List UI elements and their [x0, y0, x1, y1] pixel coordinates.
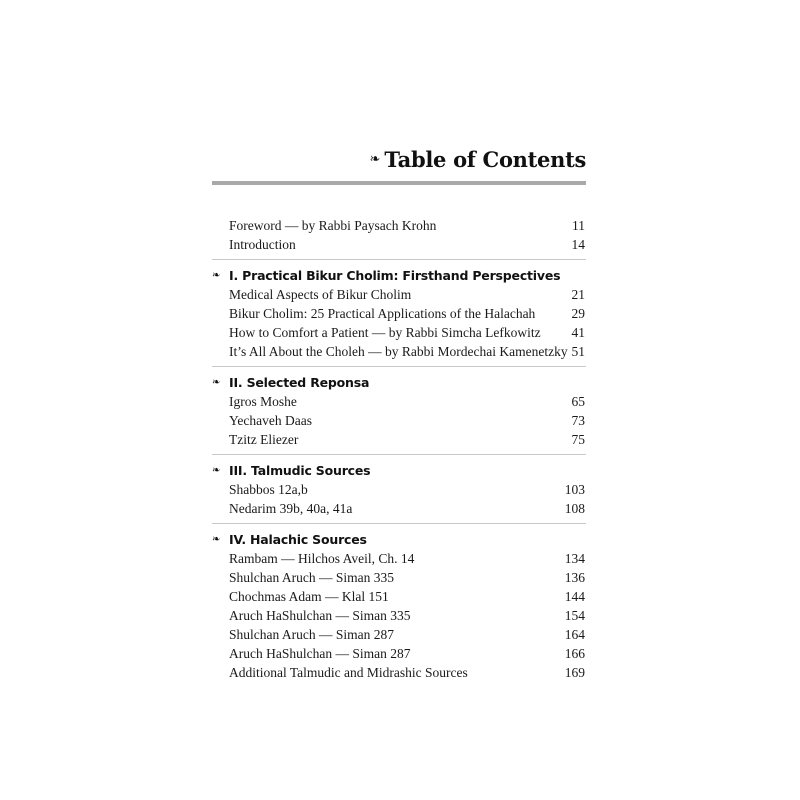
fleuron-icon: ❧: [212, 269, 221, 281]
entry-title: Igros Moshe: [229, 393, 297, 409]
section-heading-text: II. Selected Reponsa: [229, 374, 370, 390]
entry-title: Aruch HaShulchan — Siman 287: [229, 645, 411, 661]
title-divider: [212, 181, 586, 185]
entry-page-number: 51: [571, 343, 585, 359]
toc-entry[interactable]: [212, 392, 586, 411]
entry-page-number: 21: [571, 286, 585, 302]
toc-entry[interactable]: [212, 625, 586, 644]
section-divider: [212, 523, 586, 524]
toc-entry[interactable]: [212, 304, 586, 323]
section-heading-talmudic-sources[interactable]: [212, 460, 586, 480]
toc-entry[interactable]: [212, 587, 586, 606]
entry-title: Introduction: [229, 236, 296, 252]
toc-entry[interactable]: [212, 549, 586, 568]
entry-title: Shabbos 12a,b: [229, 481, 308, 497]
entry-title: Nedarim 39b, 40a, 41a: [229, 500, 353, 516]
entry-title: Additional Talmudic and Midrashic Sources: [229, 664, 468, 680]
entry-page-number: 169: [564, 664, 585, 680]
entry-page-number: 108: [564, 500, 585, 516]
toc-entry-foreword[interactable]: [212, 216, 586, 235]
entry-title: How to Comfort a Patient — by Rabbi Simcha Lefkowitz: [229, 324, 541, 340]
entry-page-number: 29: [571, 305, 585, 321]
entry-title: Aruch HaShulchan — Siman 335: [229, 607, 411, 623]
entry-page-number: 73: [571, 412, 585, 428]
toc-entry[interactable]: [212, 644, 586, 663]
entry-page-number: 136: [564, 569, 585, 585]
entry-title: Tzitz Eliezer: [229, 431, 299, 447]
entry-page-number: 103: [564, 481, 585, 497]
entry-page-number: 11: [572, 217, 585, 233]
entry-title: Foreword — by Rabbi Paysach Krohn: [229, 217, 437, 233]
entry-page-number: 154: [564, 607, 585, 623]
entry-title: It’s All About the Choleh — by Rabbi Mordechai Kamenetzky: [229, 343, 568, 359]
toc-entry[interactable]: [212, 342, 586, 361]
toc-entry[interactable]: [212, 480, 586, 499]
toc-entry[interactable]: [212, 285, 586, 304]
entry-page-number: 144: [564, 588, 585, 604]
entry-title: Bikur Cholim: 25 Practical Applications of the Halachah: [229, 305, 536, 321]
entry-title: Yechaveh Daas: [229, 412, 312, 428]
entry-page-number: 14: [571, 236, 585, 252]
section-divider: [212, 454, 586, 455]
toc-entry[interactable]: [212, 663, 586, 682]
toc-entry[interactable]: [212, 568, 586, 587]
entry-title: Rambam — Hilchos Aveil, Ch. 14: [229, 550, 415, 566]
entry-page-number: 164: [564, 626, 585, 642]
toc-entry[interactable]: [212, 323, 586, 342]
entry-page-number: 75: [571, 431, 585, 447]
table-of-contents: [212, 216, 586, 682]
entry-title: Shulchan Aruch — Siman 335: [229, 569, 394, 585]
fleuron-icon: ❧: [369, 151, 381, 167]
section-divider: [212, 259, 586, 260]
entry-page-number: 166: [564, 645, 585, 661]
page-title: Table of Contents: [384, 146, 586, 172]
section-heading-text: IV. Halachic Sources: [229, 531, 367, 547]
toc-entry[interactable]: [212, 411, 586, 430]
section-heading-text: III. Talmudic Sources: [229, 462, 371, 478]
fleuron-icon: ❧: [212, 533, 221, 545]
toc-entry-introduction[interactable]: [212, 235, 586, 254]
entry-title: Medical Aspects of Bikur Cholim: [229, 286, 412, 302]
section-heading-selected-reponsa[interactable]: [212, 372, 586, 392]
section-heading-practical-bikur-cholim[interactable]: [212, 265, 586, 285]
fleuron-icon: ❧: [212, 464, 221, 476]
section-divider: [212, 366, 586, 367]
entry-page-number: 65: [571, 393, 585, 409]
fleuron-icon: ❧: [212, 376, 221, 388]
entry-title: Chochmas Adam — Klal 151: [229, 588, 389, 604]
entry-title: Shulchan Aruch — Siman 287: [229, 626, 394, 642]
toc-header: [212, 144, 586, 174]
entry-page-number: 134: [564, 550, 585, 566]
toc-entry[interactable]: [212, 499, 586, 518]
toc-entry[interactable]: [212, 606, 586, 625]
entry-page-number: 41: [571, 324, 585, 340]
section-heading-text: I. Practical Bikur Cholim: Firsthand Perspectives: [229, 267, 561, 283]
toc-entry[interactable]: [212, 430, 586, 449]
section-heading-halachic-sources[interactable]: [212, 529, 586, 549]
